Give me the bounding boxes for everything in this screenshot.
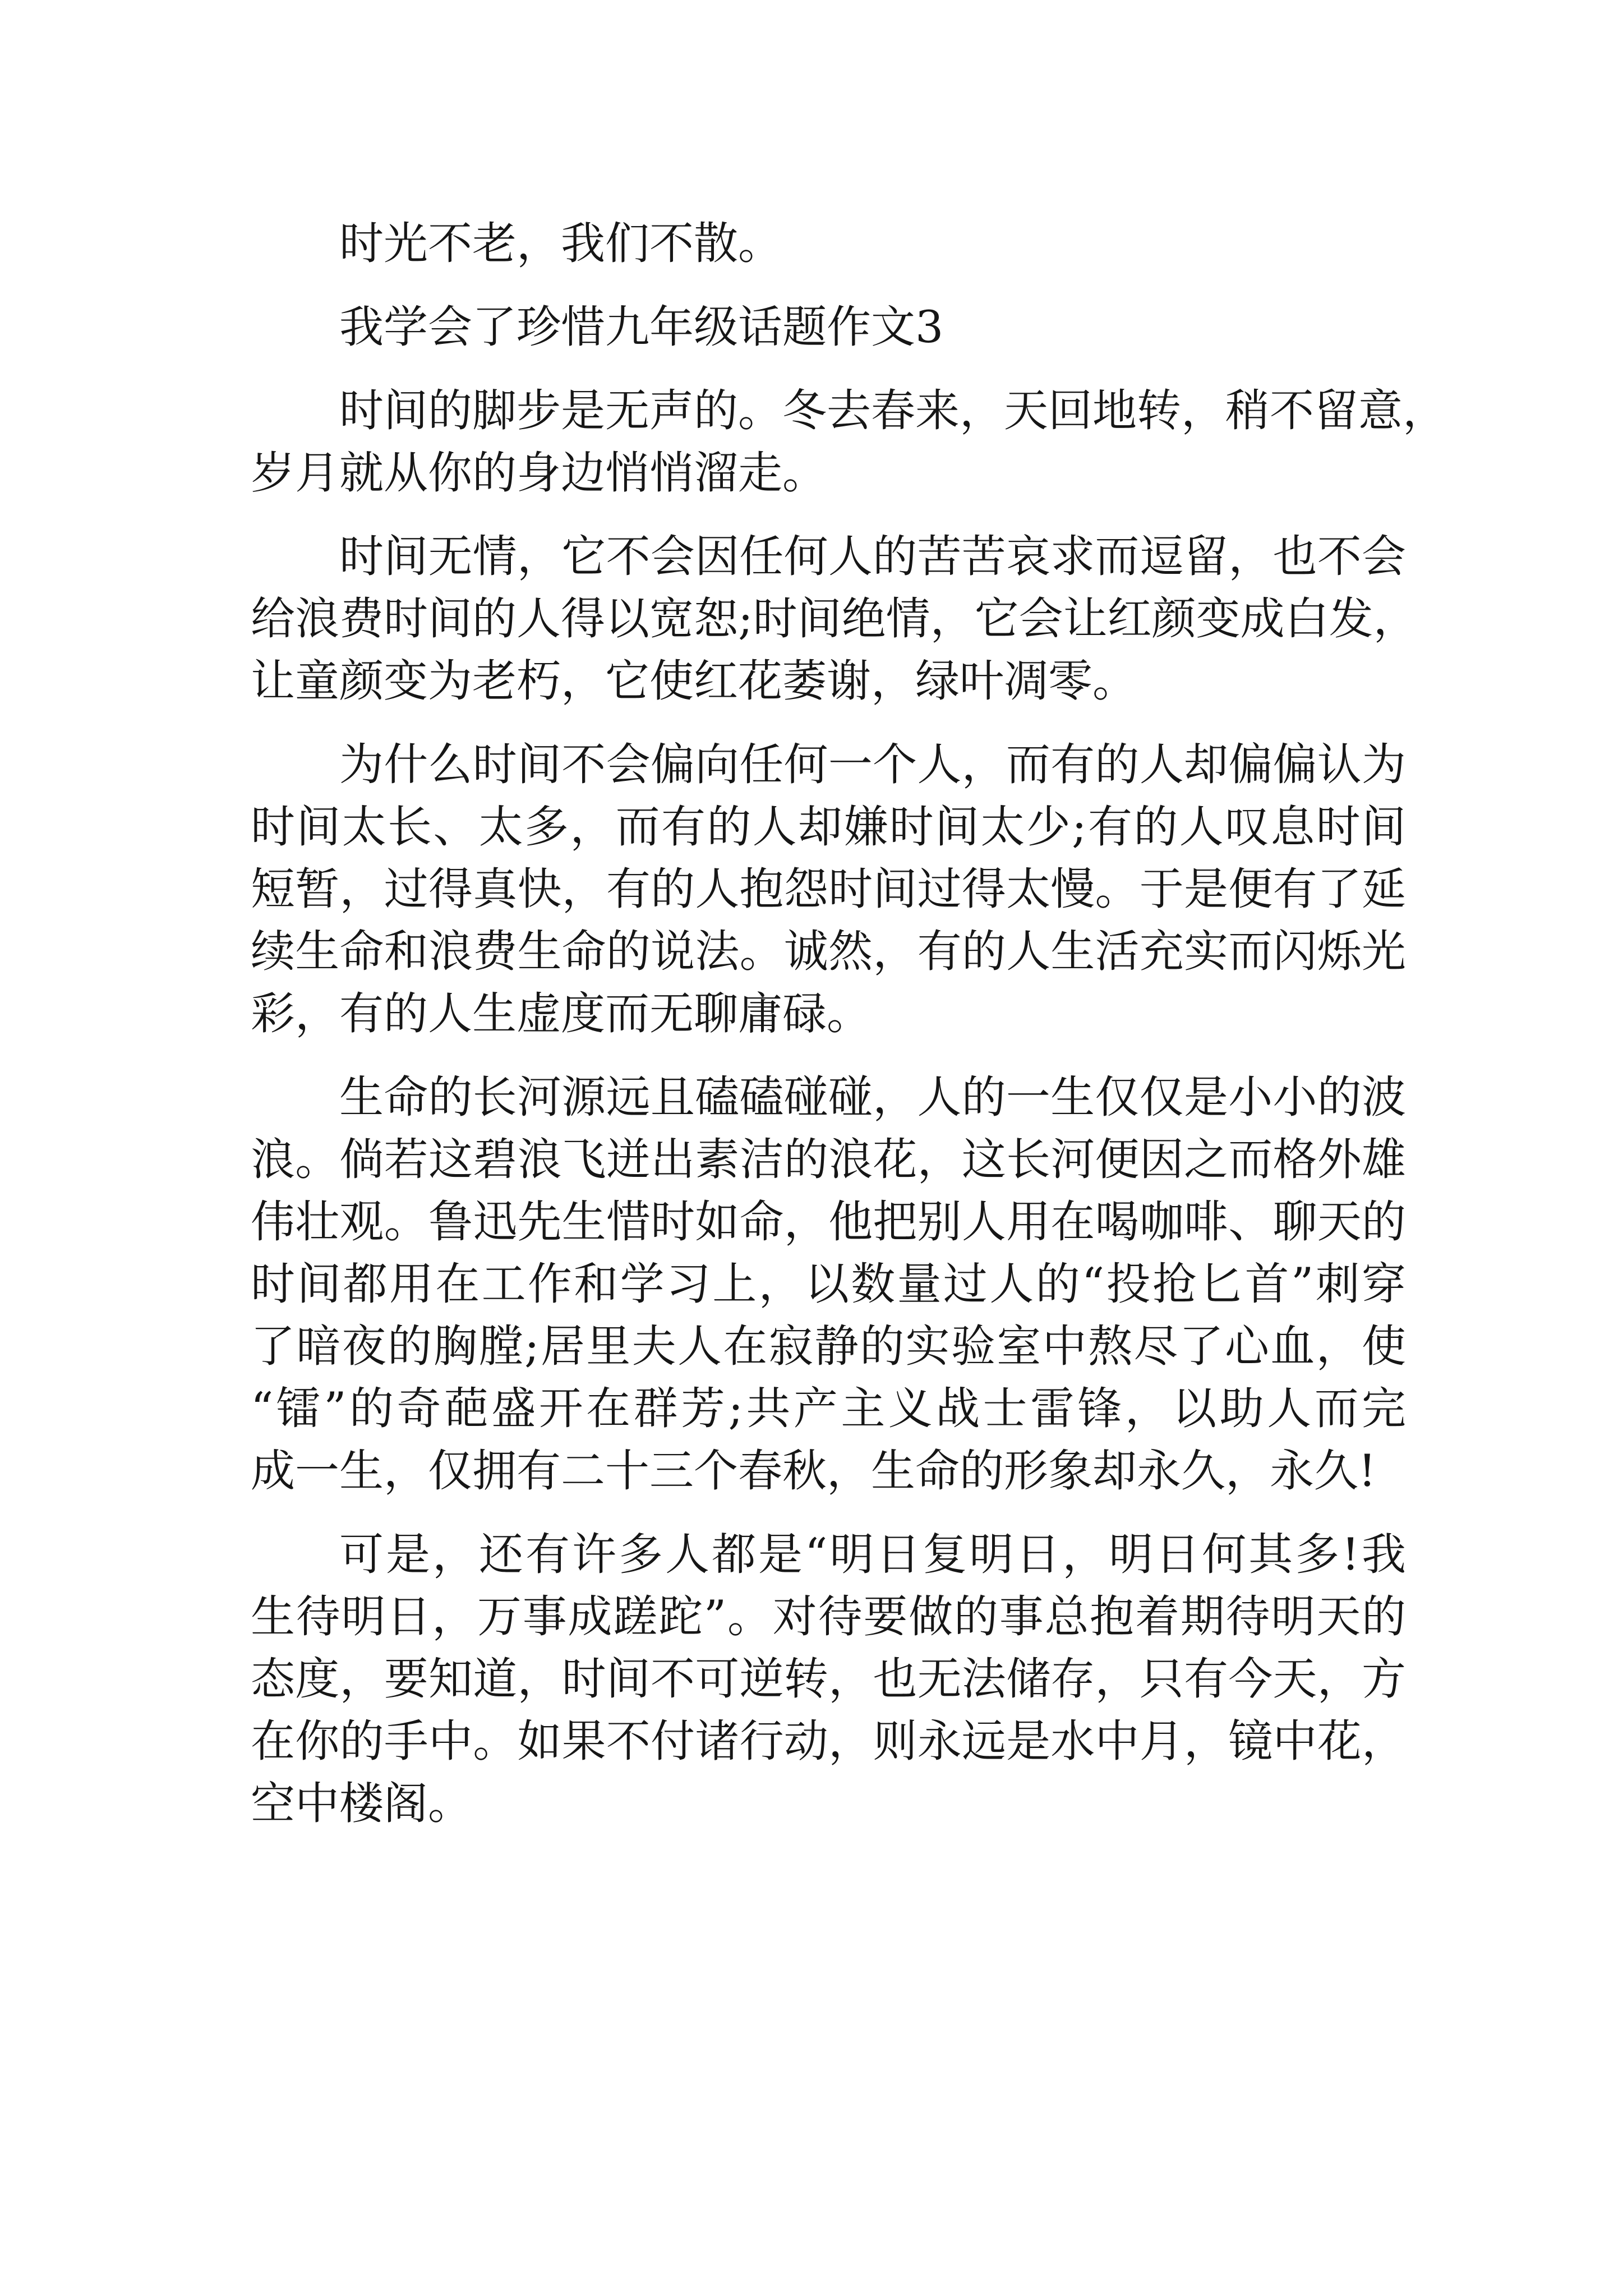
paragraph [251, 380, 1447, 504]
paragraph [251, 1066, 1406, 1502]
text-line: 时间的脚步是无声的。冬去春来，天回地转，稍不留意， [339, 385, 1447, 436]
text-line: 了暗夜的胸膛;居里夫人在寂静的实验室中熬尽了心血，使 [251, 1320, 1406, 1372]
text-line: 岁月就从你的身边悄悄溜走。 [251, 447, 827, 499]
text-line: 时光不老，我们不散。 [339, 218, 782, 269]
text-line: 彩，有的人生虚度而无聊庸碌。 [251, 988, 871, 1039]
essay-title-text: 我学会了珍惜九年级话题作文3 [339, 301, 944, 353]
text-line: 生待明日，万事成蹉跎”。对待要做的事总抱着期待明天的 [251, 1591, 1406, 1642]
paragraph [251, 734, 1406, 1045]
text-line: 浪。倘若这碧浪飞迸出素洁的浪花，这长河便因之而格外雄 [251, 1134, 1406, 1185]
text-line: 时间太长、太多，而有的人却嫌时间太少;有的人叹息时间 [251, 801, 1406, 853]
text-line: 在你的手中。如果不付诸行动，则永远是水中月，镜中花， [251, 1715, 1406, 1767]
text-line: 伟壮观。鲁迅先生惜时如命，他把别人用在喝咖啡、聊天的 [251, 1196, 1406, 1248]
document-body [251, 213, 1447, 1856]
text-line: 时间无情，它不会因任何人的苦苦哀求而逗留，也不会 [339, 531, 1406, 582]
text-line: 生命的长河源远且磕磕碰碰，人的一生仅仅是小小的波 [339, 1071, 1406, 1123]
text-line: 空中楼阁。 [251, 1778, 472, 1829]
text-line: 给浪费时间的人得以宽恕;时间绝情，它会让红颜变成白发， [251, 593, 1418, 645]
paragraph [251, 526, 1418, 712]
text-line: 态度，要知道，时间不可逆转，也无法储存，只有今天，方 [251, 1653, 1406, 1705]
paragraph [251, 213, 1406, 275]
paragraph [251, 1524, 1406, 1835]
text-line: “镭”的奇葩盛开在群芳;共产主义战士雷锋，以助人而完 [251, 1383, 1406, 1434]
text-line: 可是，还有许多人都是“明日复明日，明日何其多!我 [339, 1529, 1406, 1580]
text-line: 时间都用在工作和学习上，以数量过人的“投抢匕首”刺穿 [251, 1258, 1406, 1310]
text-line: 成一生，仅拥有二十三个春秋，生命的形象却永久，永久! [251, 1445, 1376, 1497]
text-line: 短暂，过得真快，有的人抱怨时间过得太慢。于是便有了延 [251, 863, 1406, 915]
text-line: 为什么时间不会偏向任何一个人，而有的人却偏偏认为 [339, 739, 1406, 790]
text-line: 让童颜变为老朽，它使红花萎谢，绿叶凋零。 [251, 655, 1137, 707]
text-line: 续生命和浪费生命的说法。诚然，有的人生活充实而闪烁光 [251, 926, 1406, 977]
essay-title [251, 296, 1406, 358]
